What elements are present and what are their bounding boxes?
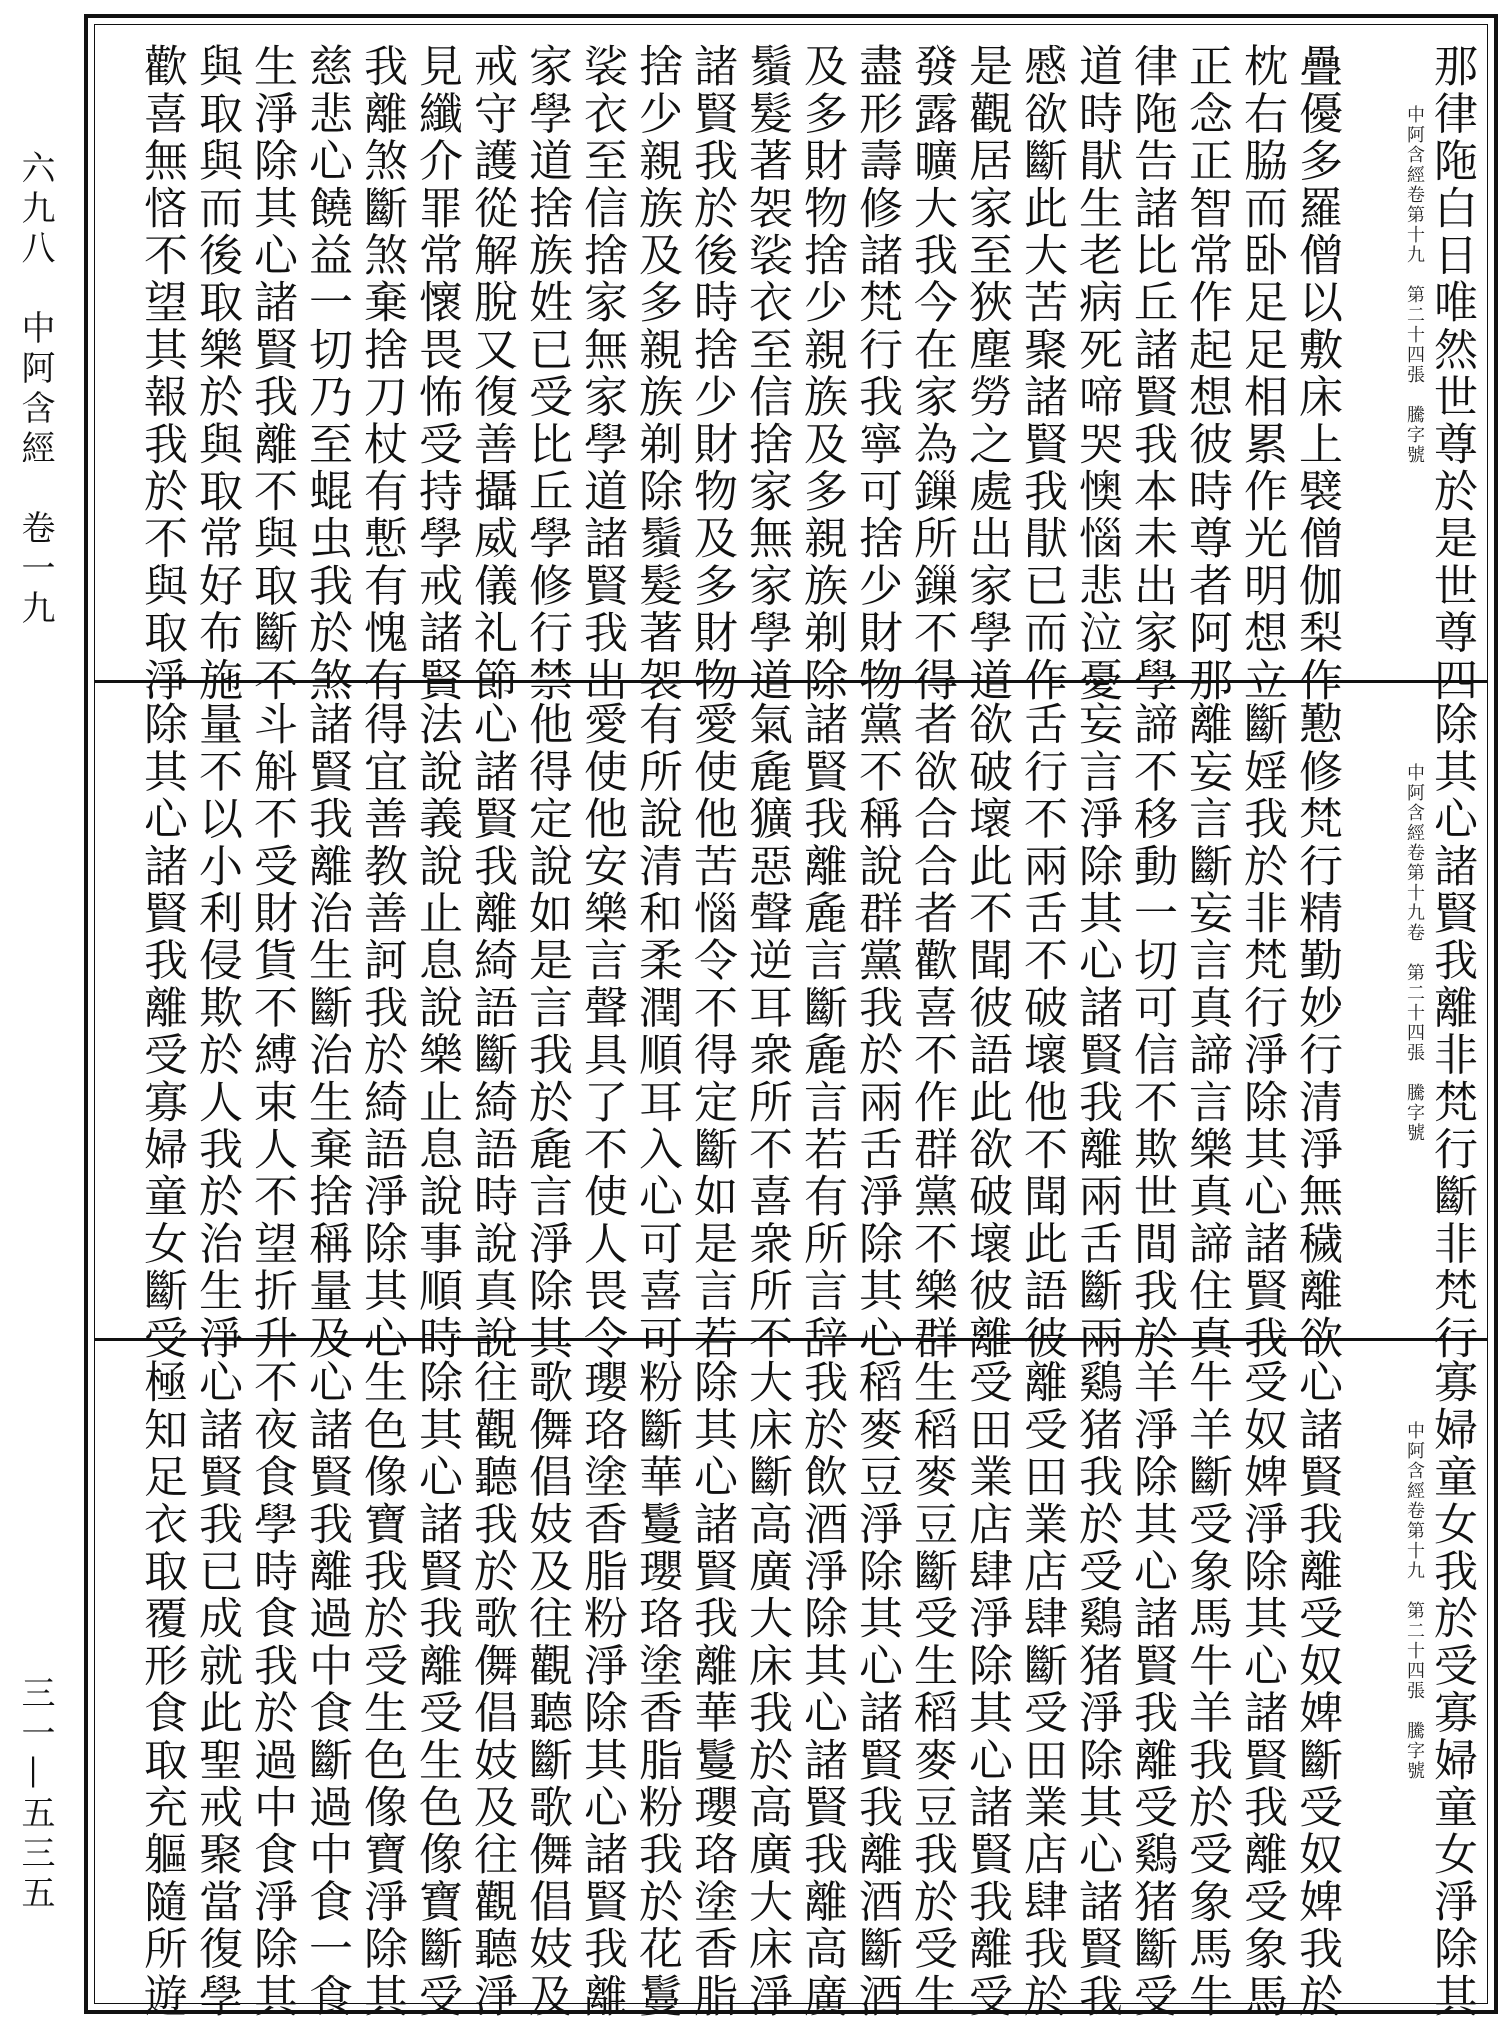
text-panel-2 xyxy=(95,683,1487,1362)
text-column: 妄言淨除其心諸賢我離兩舌斷兩 xyxy=(1071,701,1122,1362)
text-column: 氣麁獷惡聲逆耳衆所不喜衆所不 xyxy=(741,701,792,1362)
text-panel-3 xyxy=(95,1341,1487,2020)
panel-3-marginal-note: 中阿含經卷第十九 第二十四張 騰字號 xyxy=(1404,1421,1425,1781)
panel-1-columns xyxy=(134,43,1479,704)
text-column: 盡形壽修諸梵行我寧可捨少財物 xyxy=(851,43,902,704)
text-column: 見纖介罪常懷畏怖受持學戒諸賢 xyxy=(411,43,462,704)
text-column: 生稻麥豆斷受生稻麥豆我於受生 xyxy=(906,1359,957,2020)
text-column: 極知足衣取覆形食取充軀隨所遊 xyxy=(136,1359,187,2020)
text-column: 斷婬我於非梵行淨除其心諸賢我 xyxy=(1236,701,1287,1362)
text-column-spacer xyxy=(1344,43,1424,704)
text-column: 生色像寶我於受生色像寶淨除其 xyxy=(356,1359,407,2020)
text-column: 歌儛倡妓及往觀聽斷歌儛倡妓及 xyxy=(521,1359,572,2020)
text-column: 正念正智常作起想彼時尊者阿那 xyxy=(1181,43,1232,704)
text-column: 瓔珞塗香脂粉淨除其心諸賢我離 xyxy=(576,1359,627,2020)
text-column: 心諸賢我離受奴婢斷受奴婢我於 xyxy=(1291,1359,1342,2020)
text-column: 除其心諸賢我離非梵行斷非梵行 xyxy=(1426,701,1477,1362)
text-column: 黨不稱說群黨我於兩舌淨除其心 xyxy=(851,701,902,1362)
panel-2-marginal-note: 中阿含經卷第十九卷 第二十四張 騰字號 xyxy=(1404,763,1425,1143)
text-column: 發露曠大我今在家為鏁所鏁不得 xyxy=(906,43,957,704)
text-column: 心諸賢我離綺語斷綺語時說真說 xyxy=(466,701,517,1362)
text-column: 戒守護從解脫又復善攝威儀礼節 xyxy=(466,43,517,704)
text-column: 歡喜無悋不望其報我於不與取淨 xyxy=(136,43,187,704)
text-column: 是觀居家至狹塵勞之處出家學道 xyxy=(961,43,1012,704)
text-column: 除其心諸賢我離受生色像寶斷受 xyxy=(411,1359,462,2020)
text-column: 離妄言斷妄言真諦言樂真諦住真 xyxy=(1181,701,1232,1362)
text-column: 心諸賢我離過中食斷過中食一食 xyxy=(301,1359,352,2020)
text-column: 他得定說如是言我於麁言淨除其 xyxy=(521,701,572,1362)
panel-2-columns xyxy=(134,701,1479,1362)
volume-page-reference: 三一—五三五 xyxy=(15,1675,55,1915)
text-column: 舌行不兩舌不破壞他不聞此語彼 xyxy=(1016,701,1067,1362)
text-column: 除其心諸賢我離華鬘瓔珞塗香脂 xyxy=(686,1359,737,2020)
text-column: 牛羊斷受象馬牛羊我於受象馬牛 xyxy=(1181,1359,1232,2020)
page-frame-inner xyxy=(94,24,1488,2020)
panel-3-columns xyxy=(134,1359,1479,2020)
text-column: 不夜食學時食我於過中食淨除其 xyxy=(246,1359,297,2020)
text-column: 我於飲酒淨除其心諸賢我離高廣 xyxy=(796,1359,847,2020)
text-column: 心諸賢我已成就此聖戒聚當復學 xyxy=(191,1359,242,2020)
text-column: 量不以小利侵欺於人我於治生淨 xyxy=(191,701,242,1362)
text-column: 生淨除其心諸賢我離不與取斷不 xyxy=(246,43,297,704)
text-column: 得宜善教善訶我於綺語淨除其心 xyxy=(356,701,407,1362)
text-column-spacer xyxy=(1344,701,1424,1362)
text-column: 羊淨除其心諸賢我離受鷄猪斷受 xyxy=(1126,1359,1177,2020)
text-column-spacer xyxy=(1344,1359,1424,2020)
text-column: 諸賢我離治生斷治生棄捨稱量及 xyxy=(301,701,352,1362)
page-number-and-title: 六九八 中阿含經 卷一九 xyxy=(15,150,55,630)
text-column: 與取與而後取樂於與取常好布施 xyxy=(191,43,242,704)
text-column: 法說義說止息說樂止息說事順時 xyxy=(411,701,462,1362)
text-column: 愛使他苦惱令不得定斷如是言若 xyxy=(686,701,737,1362)
text-panel-1 xyxy=(95,25,1487,704)
text-column: 捨少親族及多親族剃除鬚髮著袈 xyxy=(631,43,682,704)
text-column: 寡婦童女我於受寡婦童女淨除其 xyxy=(1426,1359,1477,2020)
text-column: 受田業店肆淨除其心諸賢我離受 xyxy=(961,1359,1012,2020)
text-column: 離受田業店肆斷受田業店肆我於 xyxy=(1016,1359,1067,2020)
text-column: 斗斛不受財貨不縛束人不望折升 xyxy=(246,701,297,1362)
text-column: 道時猒生老病死啼哭懊惱悲泣憂 xyxy=(1071,43,1122,704)
text-column: 有所說清和柔潤順耳入心可喜可 xyxy=(631,701,682,1362)
text-column: 諸賢我於後時捨少財物及多財物 xyxy=(686,43,737,704)
text-column: 律陁告諸比丘諸賢我本未出家學 xyxy=(1126,43,1177,704)
text-column: 諦不移動一切可信不欺世間我於 xyxy=(1126,701,1177,1362)
text-column: 那律陁白日唯然世尊於是世尊四 xyxy=(1426,43,1477,704)
text-column: 裟衣至信捨家無家學道諸賢我出 xyxy=(576,43,627,704)
text-column: 受奴婢淨除其心諸賢我離受象馬 xyxy=(1236,1359,1287,2020)
text-column: 家學道捨族姓已受比丘學修行禁 xyxy=(521,43,572,704)
page-margin xyxy=(0,0,80,2022)
text-column: 往觀聽我於歌儛倡妓及往觀聽淨 xyxy=(466,1359,517,2020)
text-column: 慼欲斷此大苦聚諸賢我猒已而作 xyxy=(1016,43,1067,704)
text-column: 愛使他安樂言聲具了不使人畏令 xyxy=(576,701,627,1362)
text-column: 粉斷華鬘瓔珞塗香脂粉我於花鬘 xyxy=(631,1359,682,2020)
text-column: 稻麥豆淨除其心諸賢我離酒斷酒 xyxy=(851,1359,902,2020)
text-column: 諸賢我離麁言斷麁言若有所言辞 xyxy=(796,701,847,1362)
text-column: 欲破壞此不聞彼語此欲破壞彼離 xyxy=(961,701,1012,1362)
text-column: 除其心諸賢我離受寡婦童女斷受 xyxy=(136,701,187,1362)
text-column: 疊優多羅僧以敷床上襞僧伽梨作 xyxy=(1291,43,1342,704)
text-column: 我離煞斷煞棄捨刀杖有慙有愧有 xyxy=(356,43,407,704)
text-column: 鷄猪我於受鷄猪淨除其心諸賢我 xyxy=(1071,1359,1122,2020)
text-column: 大床斷高廣大床我於高廣大床淨 xyxy=(741,1359,792,2020)
text-column: 枕右脇而卧足足相累作光明想立 xyxy=(1236,43,1287,704)
text-column: 慈悲心饒益一切乃至蜫虫我於煞 xyxy=(301,43,352,704)
text-column: 懃修梵行精勤妙行清淨無穢離欲 xyxy=(1291,701,1342,1362)
page-frame xyxy=(84,14,1498,2020)
text-column: 及多財物捨少親族及多親族剃除 xyxy=(796,43,847,704)
text-column: 鬚髮著袈裟衣至信捨家無家學道 xyxy=(741,43,792,704)
text-column: 者欲合合者歡喜不作群黨不樂群 xyxy=(906,701,957,1362)
panel-1-marginal-note: 中阿含經卷第十九 第二十四張 騰字號 xyxy=(1404,105,1425,465)
